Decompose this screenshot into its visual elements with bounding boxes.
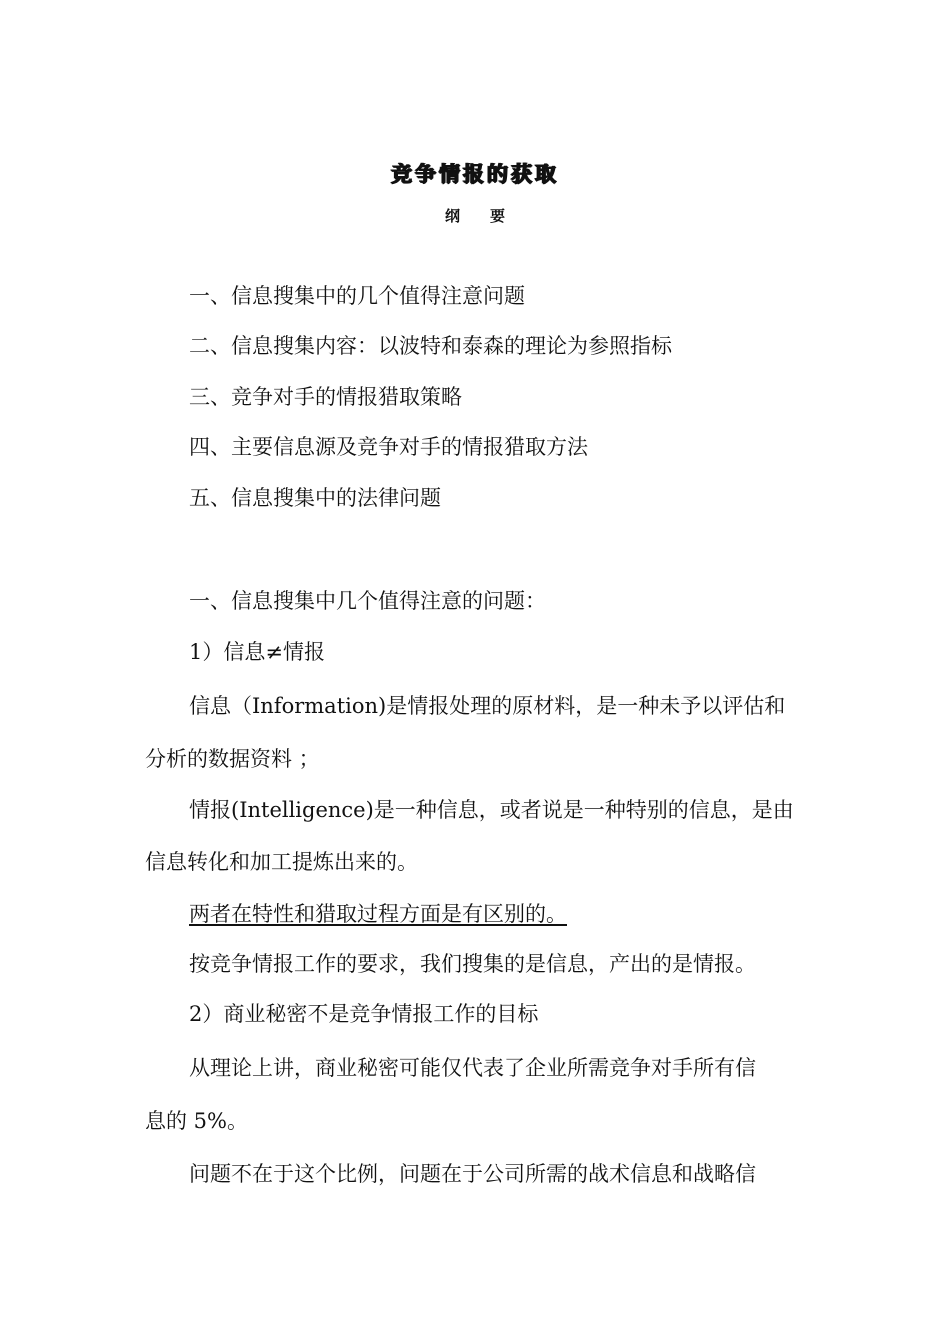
document-subtitle: 纲要 [444, 207, 535, 225]
paragraph-6-line-1: 问题不在于这个比例，问题在于公司所需的战术信息和战略信 [189, 1162, 756, 1186]
outline-item-2: 二、信息搜集内容：以波特和泰森的理论为参照指标 [189, 334, 672, 358]
point-1-heading: 1）信息≠情报 [189, 640, 325, 664]
outline-item-5: 五、信息搜集中的法律问题 [189, 486, 441, 510]
paragraph-2-line-1: 情报(Intelligence)是一种信息，或者说是一种特别的信息，是由 [189, 798, 794, 822]
paragraph-3-underlined: 两者在特性和猎取过程方面是有区别的。 [189, 902, 567, 926]
section-heading: 一、信息搜集中几个值得注意的问题： [189, 589, 546, 613]
paragraph-5-line-2: 息的 5%。 [145, 1109, 248, 1133]
outline-item-3: 三、竞争对手的情报猎取策略 [189, 385, 462, 409]
point-2-heading: 2）商业秘密不是竞争情报工作的目标 [189, 1002, 539, 1026]
paragraph-1-line-2: 分析的数据资料 ； [145, 747, 320, 771]
paragraph-4: 按竞争情报工作的要求，我们搜集的是信息，产出的是情报。 [189, 952, 756, 976]
paragraph-1-line-1: 信息（Information)是情报处理的原材料，是一种未予以评估和 [189, 694, 786, 718]
outline-item-4: 四、主要信息源及竞争对手的情报猎取方法 [189, 435, 588, 459]
paragraph-5-line-1: 从理论上讲，商业秘密可能仅代表了企业所需竞争对手所有信 [189, 1056, 756, 1080]
paragraph-2-line-2: 信息转化和加工提炼出来的。 [145, 850, 418, 874]
document-title: 竞争情报的获取 [391, 162, 559, 186]
outline-item-1: 一、信息搜集中的几个值得注意问题 [189, 284, 525, 308]
